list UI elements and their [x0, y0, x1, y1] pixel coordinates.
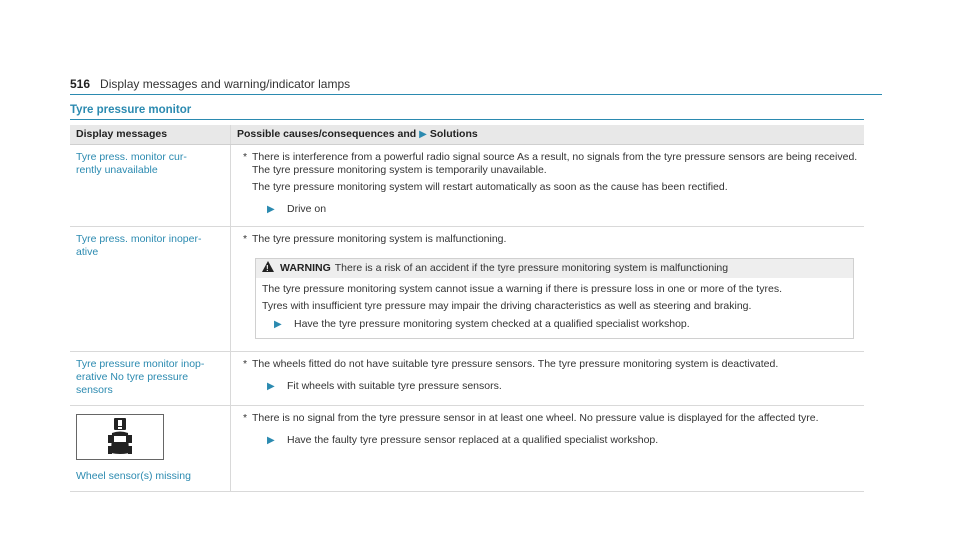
arrow-right-icon: ▶ [267, 381, 275, 392]
table-row [70, 352, 864, 406]
table-header-row [70, 125, 864, 145]
warning-text: Tyres with insufficient tyre pressure may impair the driving characteristics as well as steering and braking. [262, 300, 752, 312]
table-row [70, 406, 864, 492]
causes-cell [231, 352, 865, 406]
arrow-right-icon: ▶ [267, 435, 275, 446]
solution-text: Fit wheels with suitable tyre pressure sensors. [287, 380, 502, 392]
display-messages-table [70, 125, 864, 492]
causes-cell [231, 406, 865, 492]
solution-text: Have the faulty tyre pressure sensor replaced at a qualified specialist workshop. [287, 434, 659, 446]
solution-text: Have the tyre pressure monitoring system checked at a qualified specialist workshop. [294, 318, 690, 330]
solution-step [267, 380, 858, 393]
cause-text: There is interference from a powerful radio signal source As a result, no signals from the tyre pressure sensors are being received. The tyre pressure monitoring system is temporarily unavailable. [252, 151, 858, 176]
arrow-right-icon: ▶ [274, 319, 282, 330]
arrow-right-icon: ▶ [267, 204, 275, 215]
display-message: Wheel sensor(s) missing [76, 470, 191, 482]
message-cell [70, 227, 231, 352]
warning-text: The tyre pressure monitoring system cannot issue a warning if there is pressure loss in one or more of the tyres. [262, 283, 782, 295]
message-cell [70, 352, 231, 406]
solution-step [267, 434, 858, 447]
bullet-star: * [243, 412, 248, 424]
page-number: 516 [70, 77, 91, 91]
display-message: Tyre press. monitor cur- rently unavailable [76, 151, 187, 176]
section-title: Tyre pressure monitor [70, 104, 864, 120]
causes-cell [231, 227, 865, 352]
display-message: Tyre pressure monitor inop- erative No tyre pressure sensors [76, 358, 205, 396]
bullet-star: * [243, 233, 248, 245]
cause-text: The tyre pressure monitoring system is malfunctioning. [252, 233, 507, 245]
display-message: Tyre press. monitor inoper- ative [76, 233, 202, 258]
message-cell [70, 145, 231, 227]
column-header-messages: Display messages [70, 125, 231, 145]
cause-item [243, 358, 858, 375]
bullet-star: * [243, 151, 248, 163]
causes-cell [231, 145, 865, 227]
cause-text: There is no signal from the tyre pressure sensor in at least one wheel. No pressure value is displayed for the affected tyre. [252, 412, 819, 424]
table-row [70, 227, 864, 352]
solution-step [274, 318, 847, 331]
warning-box [255, 258, 854, 339]
cause-item [243, 412, 858, 429]
cause-text: The tyre pressure monitoring system will restart automatically as soon as the cause has been rectified. [252, 181, 728, 193]
cause-item [243, 151, 858, 198]
message-cell [70, 406, 231, 492]
page-header [70, 76, 882, 95]
arrow-right-icon: ▶ [419, 129, 427, 140]
column-header-causes [231, 125, 865, 145]
chapter-title: Display messages and warning/indicator lamps [100, 77, 351, 91]
table-row [70, 145, 864, 227]
cause-item [243, 233, 858, 250]
warning-body [256, 278, 853, 338]
bullet-star: * [243, 358, 248, 370]
warning-header [256, 259, 853, 278]
cause-text: The wheels fitted do not have suitable tyre pressure sensors. The tyre pressure monitoring system is deactivated. [252, 358, 779, 370]
warning-label: WARNING [280, 262, 331, 274]
warning-triangle-icon [262, 261, 274, 272]
warning-title: There is a risk of an accident if the tyre pressure monitoring system is malfunctioning [334, 262, 729, 274]
solution-step [267, 203, 858, 216]
column-header-causes-label: Possible causes/consequences and [237, 128, 417, 140]
car-tyre-sensor-icon [76, 414, 164, 460]
solution-text: Drive on [287, 203, 327, 215]
column-header-solutions-label: Solutions [429, 128, 478, 140]
